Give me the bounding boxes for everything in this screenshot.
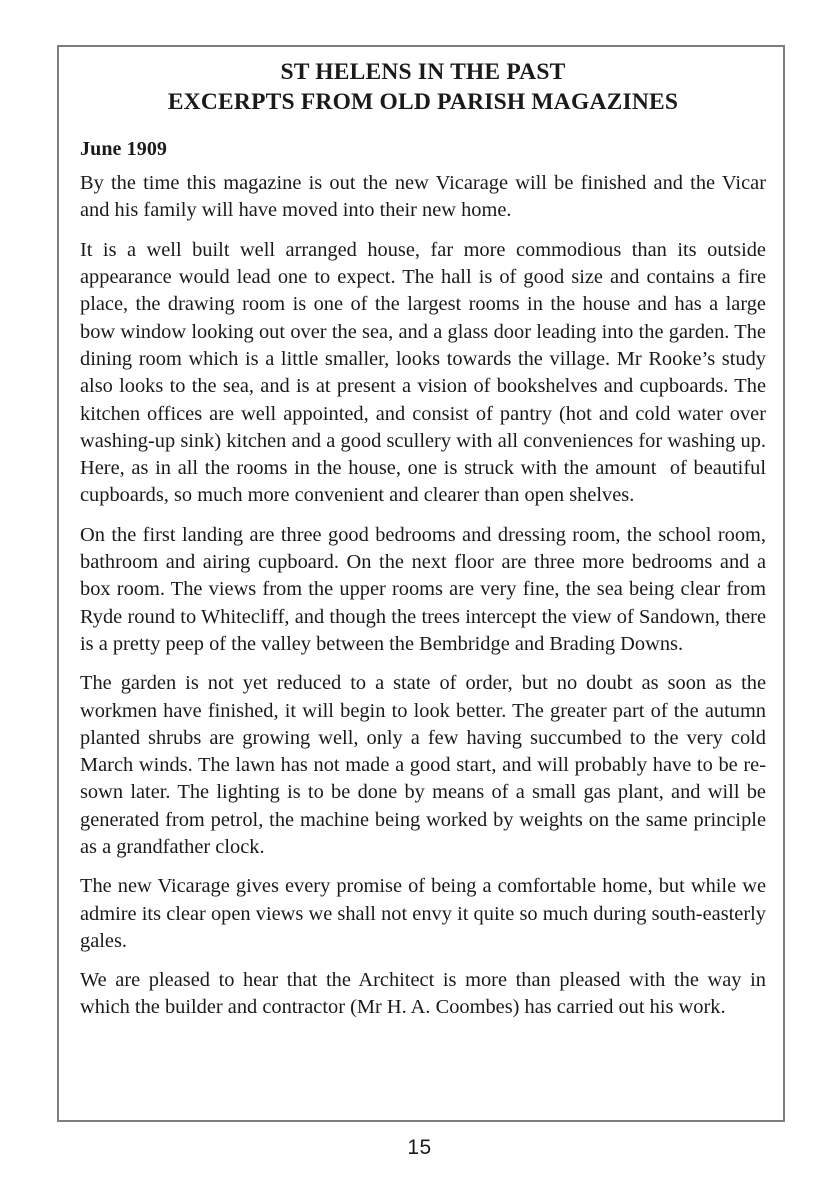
paragraph-5: The new Vicarage gives every promise of being a comfortable home, but while we admire its clear open views we shall not envy it quite so much during south-easterly gales. — [80, 875, 772, 952]
page-title — [80, 53, 766, 117]
page-title-line-1: ST HELENS IN THE PAST — [280, 59, 566, 85]
paragraph-6: We are pleased to hear that the Architect is more than pleased with the way in which the builder and contractor (Mr H. A. Coombes) has carried out his work. — [80, 969, 772, 1019]
section-heading-june-1909: June 1909 — [80, 138, 168, 161]
page-border-frame — [57, 45, 785, 1122]
page-content — [80, 53, 772, 1022]
page-title-line-2: EXCERPTS FROM OLD PARISH MAGAZINES — [167, 89, 679, 116]
paragraph-1: By the time this magazine is out the new Vicarage will be finished and the Vicar and his family will have moved into their new home. — [80, 172, 772, 222]
paragraph-2: It is a well built well arranged house, far more commodious than its outside appearance would lead one to expect. The hall is of good size and contains a fire place, the drawing room is one of the largest rooms in the house and has a large bow window looking out over the sea, and a glass door leading into the garden. The dining room which is a little smaller, looks towards the village. Mr Rooke’s study also looks to the sea, and is at present a vision of bookshelves and cupboards. The kitchen offices are well appointed, and consist of pantry (hot and cold water over washing-up sink) kitchen and a good scullery with all conveniences for washing up. Here, as in all the rooms in the house, one is struck with the amount of beautiful cupboards, so much more convenient and clearer than open shelves. — [80, 238, 772, 507]
page-number: 15 — [407, 1136, 432, 1159]
paragraph-3: On the first landing are three good bedrooms and dressing room, the school room, bathroom and airing cupboard. On the next floor are three more bedrooms and a box room. The views from the upper rooms are very fine, the sea being clear from Ryde round to Whitecliff, and though the trees intercept the view of Sandown, there is a pretty peep of the valley between the Bembridge and Brading Downs. — [80, 523, 772, 655]
paragraph-4: The garden is not yet reduced to a state of order, but no doubt as soon as the workmen have finished, it will begin to look better. The greater part of the autumn planted shrubs are growing well, only a few having succumbed to the very cold March winds. The lawn has not made a good start, and will probably have to be re-sown later. The lighting is to be done by means of a small gas plant, and will be generated from petrol, the machine being worked by weights on the same principle as a grandfather clock. — [80, 672, 772, 858]
